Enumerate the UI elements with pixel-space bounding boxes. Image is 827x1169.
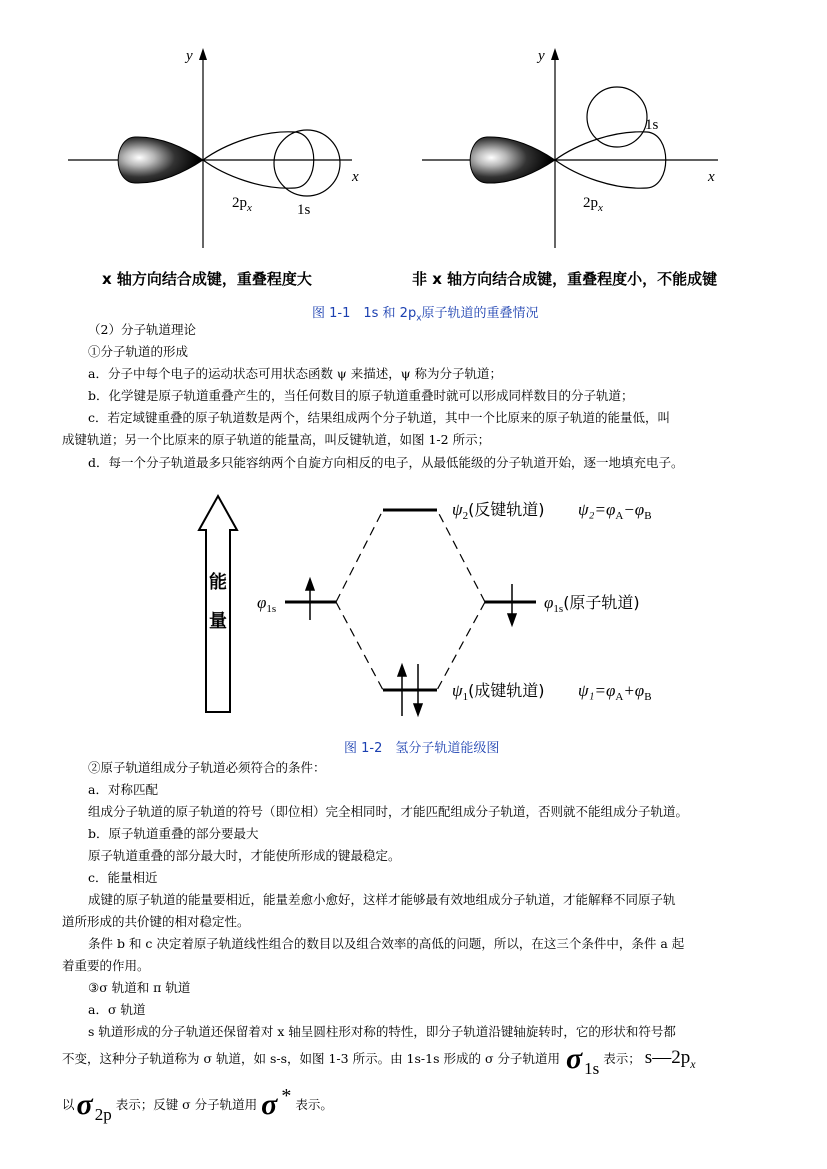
svg-text:2px [232, 195, 252, 214]
figure-1-2 [0, 490, 827, 740]
phi-right: φ [544, 593, 554, 612]
sigma-a-title: a．σ 轨道 [88, 1002, 146, 1017]
item-c-line1: c．若定域键重叠的原子轨道数是两个，结果组成两个分子轨道，其中一个比原来的原子轨道的能量低，叫 [88, 410, 671, 425]
figure-1-2-caption: 图 1-2 氢分子轨道能级图 [344, 741, 500, 756]
svg-text:x: x [708, 169, 715, 185]
electron-up-left [306, 579, 314, 620]
orbital-2p-label: 2p [232, 195, 247, 211]
condition-b-text: 原子轨道重叠的部分最大时，才能使所形成的键最稳定。 [88, 848, 401, 863]
condition-a-text: 组成分子轨道的原子轨道的符号（即位相）完全相同时，才能匹配组成分子轨道，否则就不能组成分子轨道。 [88, 804, 689, 819]
conditions-summary-2: 着重要的作用。 [62, 958, 150, 973]
condition-b-title: b．原子轨道重叠的部分要最大 [88, 826, 259, 841]
energy-char-2: 量 [209, 611, 227, 631]
figure-1-1-right-label: 非 x 轴方向结合成键，重叠程度小，不能成键 [412, 270, 718, 288]
sigma-star-symbol: σ * [261, 1085, 292, 1121]
sigma-line-2: 不变，这种分子轨道称为 σ 轨道，如 s-s，如图 1-3 所示。由 1s-1s 形成的 σ 分子轨道用 σ 1s表示； $s—2p_x$ [62, 1042, 696, 1078]
subsection-formation: ①分子轨道的形成 [88, 344, 189, 359]
psi2-equation: ψ₂=φ [578, 500, 616, 519]
electron-down-right [508, 584, 516, 625]
psi1-symbol: ψ [452, 681, 463, 700]
item-c-line2: 成键轨道；另一个比原来的原子轨道的能量高，叫反键轨道，如图 1-2 所示； [62, 432, 491, 447]
sigma-2p-symbol: σ 2p [76, 1088, 112, 1124]
section-heading: （2）分子轨道理论 [88, 322, 196, 337]
psi1-equation: ψ₁=φ [578, 681, 616, 700]
svg-text:ψ₁=φA+φB: $\psi_1=\varphi_A+\varphi_B$ [578, 681, 652, 703]
item-d: d．每一个分子轨道最多只能容纳两个自旋方向相反的电子，从最低能级的分子轨道开始，逐一地填充电子。 [88, 455, 684, 470]
1s-orbital [274, 130, 340, 196]
energy-char-1: 能 [209, 572, 227, 592]
overlap-diagram-off-axis [422, 48, 718, 248]
svg-text:φ1s: $\varphi_{1s}$ [257, 593, 277, 615]
svg-text:1s: 1s [645, 117, 659, 133]
bonding-label: (成键轨道) [468, 681, 545, 700]
sigma-line-3: 以σ 2p表示；反键 σ 分子轨道用 σ * 表示。 [62, 1085, 333, 1124]
sigma-1s-symbol: σ 1s [565, 1042, 600, 1078]
s-2px-text: $s—2p_x$ [644, 1046, 696, 1071]
atomic-orbital-label: (原子轨道) [563, 593, 640, 612]
item-a: a．分子中每个电子的运动状态可用状态函数 ψ 来描述，ψ 称为分子轨道； [88, 366, 502, 381]
figure-1-1 [0, 0, 827, 300]
axis-x-label: x [352, 169, 359, 185]
condition-c-title: c．能量相近 [88, 870, 158, 885]
orbital-1s-label: 1s [297, 202, 311, 218]
axis-y-label: y [186, 48, 193, 64]
svg-text:ψ2(反键轨道): $\psi_2$(反键轨道) [452, 500, 545, 522]
overlap-diagram-x-axis [68, 48, 359, 248]
psi2-symbol: ψ [452, 500, 463, 519]
condition-c-text-1: 成键的原子轨道的能量要相近，能量差愈小愈好，这样才能够最有效地组成分子轨道，才能解释不同原子轨 [88, 892, 676, 907]
svg-text:2px: $2p_x$ [583, 195, 603, 214]
svg-text:φ1s(原子轨道): $\varphi_{1s}$(原子轨道) [544, 593, 640, 615]
svg-text:y: y [538, 48, 545, 64]
sigma-pi-heading: ③σ 轨道和 π 轨道 [88, 980, 191, 995]
figure-1-1-caption: 图 1-1 1s 和 $2p_x$原子轨道的重叠情况 [312, 306, 539, 324]
condition-c-text-2: 道所形成的共价键的相对稳定性。 [62, 914, 250, 929]
orbital-2p-sub: x [247, 202, 252, 214]
phi-left: φ [257, 593, 267, 612]
item-b: b．化学键是原子轨道重叠产生的，当任何数目的原子轨道重叠时就可以形成同样数目的分子轨道； [88, 388, 634, 403]
svg-text:ψ₂=φA−φB: $\psi_2=\varphi_A-\varphi_B$ [578, 500, 652, 522]
conditions-heading: ②原子轨道组成分子轨道必须符合的条件： [88, 760, 326, 775]
sigma-line-1: s 轨道形成的分子轨道还保留着对 x 轴呈圆柱形对称的特性，即分子轨道沿键轴旋转时，它的形状和符号都 [88, 1024, 676, 1039]
conditions-summary-1: 条件 b 和 c 决定着原子轨道线性组合的数目以及组合效率的高低的问题，所以，在这三个条件中，条件 a 起 [88, 936, 685, 951]
condition-a-title: a．对称匹配 [88, 782, 158, 797]
svg-text:ψ1(成键轨道): $\psi_1$(成键轨道) [452, 681, 545, 703]
antibonding-label: (反键轨道) [468, 500, 545, 519]
energy-arrow [199, 496, 237, 712]
figure-1-1-left-label: x 轴方向结合成键，重叠程度大 [102, 270, 312, 288]
2p-negative-lobe [118, 137, 203, 183]
